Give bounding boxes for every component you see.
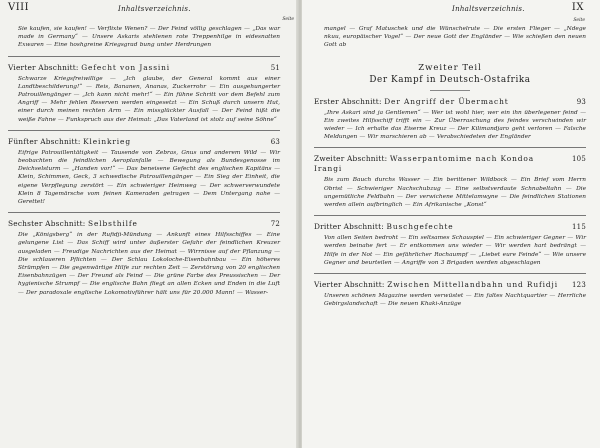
divider (8, 212, 280, 213)
divider (8, 56, 280, 57)
toc-section-heading (314, 154, 586, 174)
section-summary: Von allen Seiten bedroht — Ein seltsames Schauspiel — Ein schwieriger Gegner — Wir werden beinahe fert — Er entkommen uns wieder — Wir werden hart bedrängt — Hilfe in der Not — Ein gefährlicher Rochaumpf — „Liebet eure Feinde“ — Wie unsere Gegner und beurteilen — Angriffe von 3 Brigaden werden abgeschlagen (324, 235, 586, 266)
toc-section-heading (314, 280, 586, 290)
section-title: Kleinkrieg (83, 136, 131, 146)
right-page-number: IX (571, 2, 584, 13)
section-summary: Die „Königsberg“ in der Rufidji-Mündung — Ankunft eines Hilfsschiffes — Eine gelungene List — Das Schiff wird unter äußerster Gefahr der feindlichen Kreuzer ausgeladen — Freudige Nachrichten aus der Heimat — Wirrnisse auf der Pflanzung — Die schlaueren Pflichten — Der Schlau Lokoloche-Eisenbahnbau — Ein höheres Strümpfen — Die gegenwärtige Hilfe zur rechten Zeit — Zerstörung von 20 englischen Eisenbahnzügen — Der Freund als Feind — Die grüne Farbe des Preussischen — Der hygienische Strumpf — Die englische Bahn fliegt an allen Ecken und Enden in die Luft — Der paradoxale englische Lokomotivführer hält uns für 20.000 Mann! — Wasser- (18, 232, 280, 296)
divider (314, 215, 586, 216)
section-title: Zwischen Mittellandbahn und Rufidji (387, 280, 558, 290)
section-page-number: 72 (270, 220, 280, 229)
section-title: Buschgefechte (386, 222, 454, 232)
section-label: Sechster Abschnitt: (8, 219, 86, 229)
section-title: Der Angriff der Übermacht (384, 96, 509, 106)
toc-section-heading (8, 63, 280, 73)
section-label: Vierter Abschnitt: (8, 62, 79, 72)
toc-section-heading (314, 97, 586, 107)
part-label: Zweiter Teil (418, 62, 482, 73)
part-heading (314, 62, 586, 91)
section-page-number: 93 (576, 97, 586, 106)
section-page-number: 63 (270, 137, 280, 146)
left-page-number: VIII (8, 2, 30, 13)
right-toc-column (314, 25, 586, 308)
right-intro-summary: mangel — Graf Matuschek und die Wünschelrute — Die ersten Flieger — „Ndege nkuu, europäischer Vogel“ — Der neue Gott der Engländer — Wie schießen den neuen Gott ab (324, 26, 586, 49)
left-toc-column (8, 25, 280, 297)
section-summary: „Ihre Askari sind ja Gentlemen“ — Wer ist wohl hier, wer ein ihn überlegener feind — Ein zweites Hilfsschiff trifft ein — Zur Überraschung des feindes verschwinden wir wieder — Ich erhalte das Eiserne Kreuz — Der Kilimandjaro geht verloren — Falsche Meldungen — Wir marschieren ab — Verabschiedeten der Engländer (324, 109, 586, 141)
right-page-header (302, 2, 600, 23)
section-label: Dritter Abschnitt: (314, 222, 384, 232)
section-page-number: 115 (572, 223, 586, 232)
right-seite-label: Seite (573, 18, 585, 23)
section-title: Gefecht von Jassini (81, 62, 171, 72)
section-page-number: 51 (270, 63, 280, 72)
left-running-head: Inhaltsverzeichnis. (118, 5, 191, 13)
section-label: Fünfter Abschnitt: (8, 136, 81, 146)
section-summary: Unseren schönen Magazine werden verwüstet — Ein faltes Nachtquartier — Herrliche Gebirgslandschaft — Die neuen Khaki-Anzüge (324, 293, 586, 308)
toc-section-heading (8, 219, 280, 229)
left-seite-label: Seite (282, 17, 294, 22)
divider (314, 147, 586, 148)
right-running-head: Inhaltsverzeichnis. (452, 5, 525, 13)
section-summary: Bis zum Bauch durchs Wasser — Ein berittener Wildbock — Ein Brief vom Herrn Obrist — Schwieriger Nachschubzug — Eine selbstverdaute Schnabeltahn — Die ungemütliche Feldbahn — Der verwichene Mittelamwyne — Die feindlichen Stationen werden allein aufbringlich — Ein Afrikanische „Konst“ (324, 177, 586, 209)
part-title: Der Kampf in Deutsch-Ostafrika (369, 74, 531, 85)
section-label: Zweiter Abschnitt: (314, 154, 388, 164)
section-page-number: 105 (572, 155, 586, 164)
left-page (0, 0, 298, 448)
section-label: Erster Abschnitt: (314, 96, 382, 106)
section-page-number: 123 (572, 281, 586, 290)
section-title: Wasserpantomime nach Kondoa Irangi (314, 154, 535, 174)
section-summary: Eifrige Patrouillentätigkeit — Tausende von Zebras, Gnus und anderem Wild — Wir beobachten die feindlichen Aeroplanfalle — Bewegung als Bundesgenosse im Deichselsturm — „Handen vor!“ — Das beneisene Gefecht des englischen Kapitäns — Klein, Schimmen, Geck, 3 schwedische Patrouillengänger — Ein Sieg der Einheit, die eigene Verpflegung zerstört — Ein schwieriger Heimweg — Der schwerverwundete Klein 8 Tagemärsche vom feinen Kameraden getragen — Dem Untergang nahe — Gerettet! (18, 149, 280, 206)
section-summary: Schwarze Kriegsfreiwillige — „Ich glaube, der General kommt aus einer Landtbeschilderung!“ — Reis, Bananen, Ananas, Zuckerrohr — Ein ausgehungerter Patrouillengänger — „Ich kann nicht mehr!“ — Ein fühne Schritt vor dem Befehl zum Angriff — Mehr fehlen Reserven werden eingesetzt — Ein Schuß durch unsern Hut, einer durch meinen rechten Arm — Ein missglückter Ausfall — Der Feind hißt die weiße Fahne — Funkspruch aus der Heimat: „Das Vaterland ist stolz auf seine Söhne“ (18, 75, 280, 123)
divider (314, 273, 586, 274)
left-intro-summary: Sie kaufen, sie kaufen! — Verflixte Wenen? — Der Feind völlig geschlagen — „Das war made in Germany“ — Unsere Askaris stehlenen rote Treppenhilge in eidesnatten Exwaren — Eine hoshgreine Kriegsgrad bung unter Herdrungen (18, 26, 280, 49)
divider (430, 90, 470, 91)
divider (8, 130, 280, 131)
section-title: Selbsthilfe (88, 219, 138, 229)
section-label: Vierter Abschnitt: (314, 280, 385, 290)
toc-section-heading (8, 137, 280, 147)
toc-section-heading (314, 222, 586, 232)
left-page-header (0, 2, 298, 22)
right-page (302, 0, 600, 448)
